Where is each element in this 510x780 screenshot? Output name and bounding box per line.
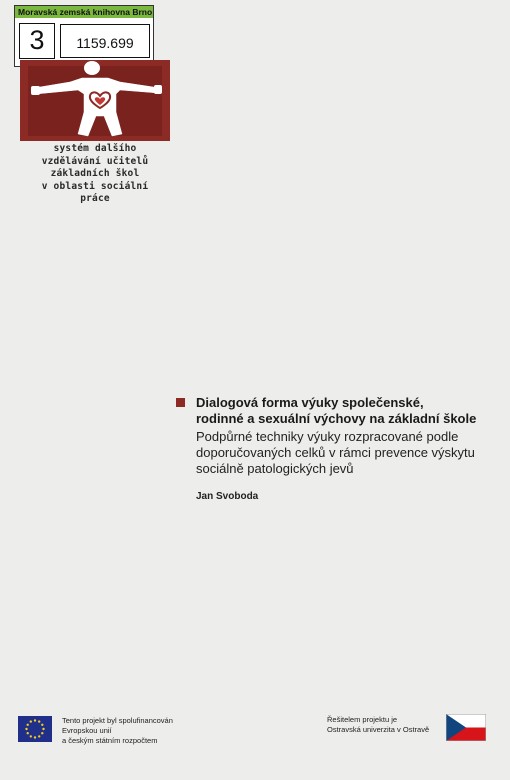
czech-flag-icon — [446, 714, 486, 741]
subtitle-line: sociálně patologických jevů — [196, 461, 354, 476]
funding-line: Evropskou unií — [62, 726, 112, 735]
document-title — [196, 395, 496, 427]
solver-line: Řešitelem projektu je — [327, 715, 398, 724]
logo-caption — [20, 143, 170, 206]
author-name: Jan Svoboda — [196, 491, 259, 502]
library-name: Moravská zemská knihovna Brno — [15, 6, 153, 18]
library-shelf-number: 3 — [19, 23, 55, 59]
title-line: rodinné a sexuální výchovy na základní škole — [196, 411, 477, 426]
funding-line: Tento projekt byl spolufinancován — [62, 716, 173, 725]
logo-caption-line: vzdělávání učitelů — [41, 155, 149, 167]
title-bullet-icon — [176, 398, 185, 407]
library-label — [14, 5, 154, 67]
logo-caption-line: v oblasti sociální — [41, 180, 149, 192]
funding-line: a českým státním rozpočtem — [62, 736, 158, 745]
logo-caption-line: systém dalšího — [53, 143, 137, 154]
funding-note — [62, 716, 173, 746]
document-subtitle — [196, 429, 496, 477]
title-line: Dialogová forma výuky společenské, — [196, 395, 424, 410]
subtitle-line: Podpůrné techniky výuky rozpracované podle — [196, 429, 459, 444]
project-logo — [20, 60, 170, 141]
logo-caption-line: práce — [80, 193, 110, 204]
logo-caption-line: základních škol — [50, 168, 140, 179]
eu-flag-icon — [18, 716, 52, 742]
solver-line: Ostravská univerzita v Ostravě — [327, 725, 430, 734]
title-block — [176, 395, 496, 502]
library-signature: 1159.699 — [60, 24, 150, 58]
solver-note — [327, 715, 429, 735]
subtitle-line: doporučovaných celků v rámci prevence výskytu — [196, 445, 475, 460]
